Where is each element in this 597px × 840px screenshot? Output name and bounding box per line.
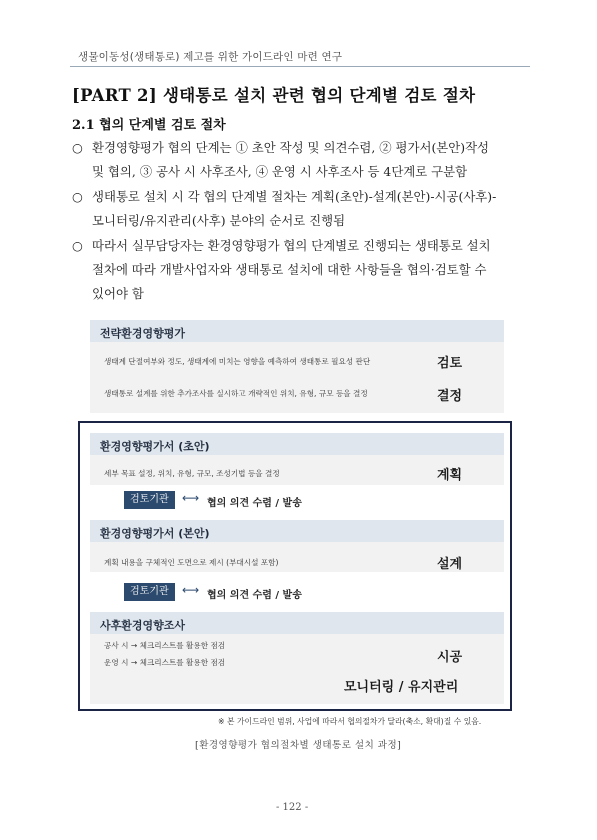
double-arrow-icon: ⟷ — [182, 583, 200, 597]
eia-main-key: 설계 — [437, 557, 463, 572]
bullet-mark: ○ — [72, 238, 83, 253]
strategic-row-2-text: 생태통로 설계를 위한 추가조사를 실시하고 개략적인 위치, 유형, 규모 등을 결정 — [104, 389, 368, 398]
running-header: 생물이동성(생태통로) 제고를 위한 가이드라인 마련 연구 — [78, 51, 343, 63]
relay-2-text: 협의 의견 수렴 / 발송 — [207, 590, 302, 601]
review-agency-badge-2: 검토기관 — [124, 583, 175, 601]
post-eia-line-2: 운영 시 → 체크리스트를 활용한 점검 — [104, 658, 226, 667]
bullet-mark: ○ — [72, 189, 83, 204]
post-eia-key-2: 모니터링 / 유지관리 — [344, 680, 459, 695]
review-agency-badge-1: 검토기관 — [124, 491, 175, 509]
bullet-3-line-2: 절차에 따라 개발사업자와 생태통로 설치에 대한 사항들을 협의·검토할 수 — [92, 262, 487, 277]
bullet-3-line-3: 있어야 함 — [92, 286, 144, 301]
strategic-assessment-title: 전략환경영향평가 — [100, 327, 186, 340]
post-eia-line-1: 공사 시 → 체크리스트를 활용한 점검 — [104, 641, 226, 650]
eia-draft-text: 세부 목표 설정, 위치, 유형, 규모, 조성기법 등을 결정 — [104, 469, 280, 478]
eia-draft-title: 환경영향평가서 (초안) — [100, 440, 210, 453]
bullet-2 — [72, 185, 496, 210]
bullet-mark: ○ — [72, 140, 83, 155]
part-title: [PART 2] 생태통로 설치 관련 협의 단계별 검토 절차 — [72, 86, 476, 105]
post-eia-title: 사후환경영향조사 — [100, 619, 186, 632]
eia-main-text: 계획 내용을 구체적인 도면으로 제시 (부대시설 포함) — [104, 558, 279, 567]
double-arrow-icon: ⟷ — [182, 491, 200, 505]
header-divider — [70, 66, 530, 67]
figure-caption: [환경영향평가 협의절차별 생태통로 설치 과정] — [195, 740, 402, 751]
section-title: 2.1 협의 단계별 검토 절차 — [72, 118, 226, 133]
post-eia-key-1: 시공 — [437, 650, 463, 665]
eia-draft-key: 계획 — [437, 468, 463, 483]
strategic-row-2-key: 결정 — [437, 389, 463, 404]
relay-1-text: 협의 의견 수렴 / 발송 — [207, 498, 302, 509]
scope-note: ※ 본 가이드라인 범위, 사업에 따라서 협의절차가 달라(축소, 확대)질 수 있음. — [218, 717, 482, 726]
bullet-3-line-1: 따라서 실무담당자는 환경영향평가 협의 단계별로 진행되는 생태통로 설치 — [92, 238, 491, 253]
eia-main-title: 환경영향평가서 (본안) — [100, 527, 210, 540]
bullet-2-line-2: 모니터링/유지관리(사후) 분야의 순서로 진행됨 — [92, 213, 346, 228]
bullet-1-line-2: 및 협의, ③ 공사 시 사후조사, ④ 운영 시 사후조사 등 4단계로 구분함 — [92, 164, 468, 179]
strategic-row-1-key: 검토 — [437, 356, 463, 371]
bullet-1-line-1: 환경영향평가 협의 단계는 ① 초안 작성 및 의견수렴, ② 평가서(본안)작성 — [92, 140, 490, 155]
bullet-3 — [72, 234, 491, 259]
page-number: - 122 - — [276, 802, 309, 813]
strategic-row-1-text: 생태계 단절여부와 정도, 생태계에 미치는 영향을 예측하여 생태통로 필요성 판단 — [104, 357, 371, 366]
bullet-1 — [72, 136, 489, 161]
bullet-2-line-1: 생태통로 설치 시 각 협의 단계별 절차는 계획(초안)-설계(본안)-시공(사후)- — [92, 189, 497, 204]
